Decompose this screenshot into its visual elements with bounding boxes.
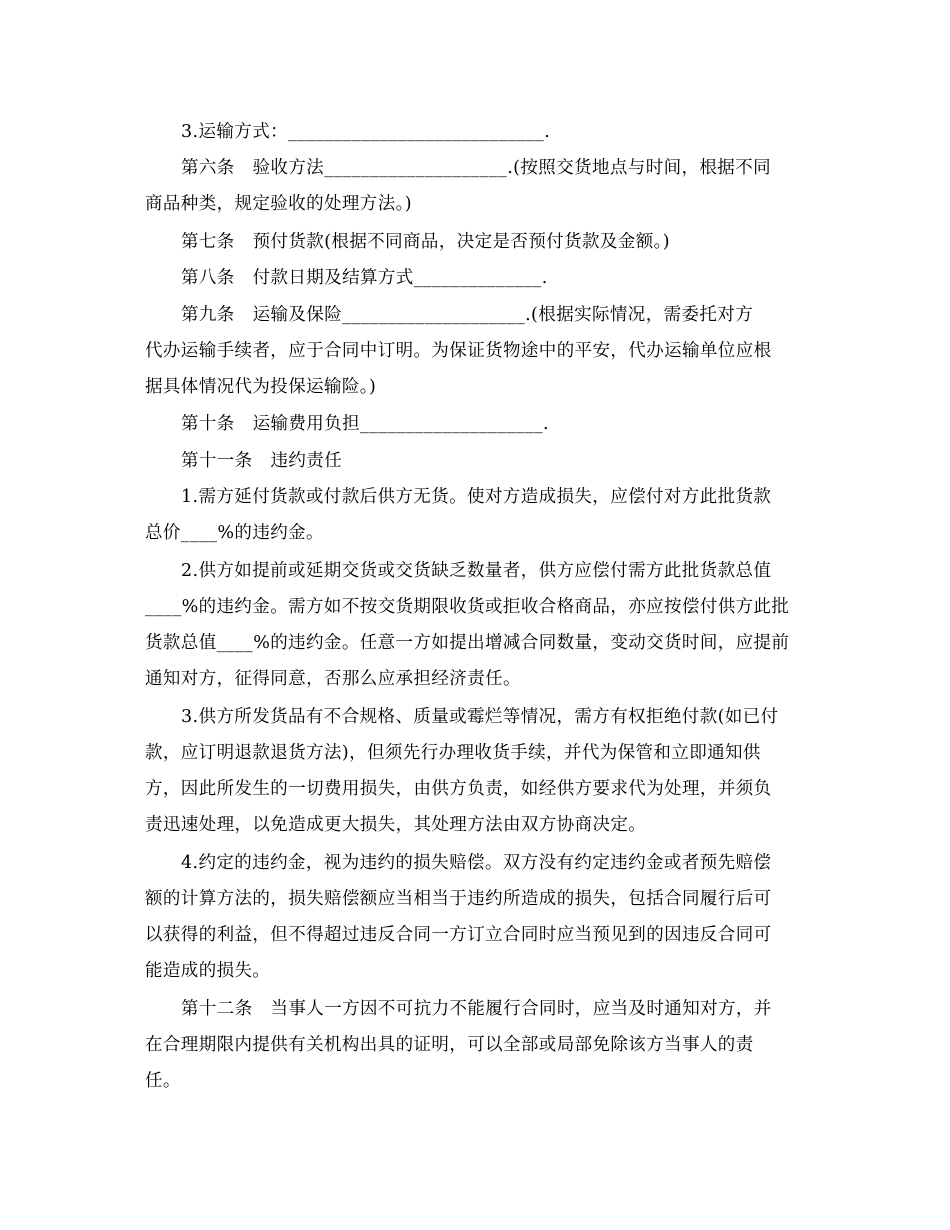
- article-6-line-1: 第六条 验收方法____________________.(按照交货地点与时间，根据不同: [181, 158, 771, 178]
- article-11-item-3-line-4: 责迅速处理，以免造成更大损失，其处理方法由双方协商决定。: [145, 815, 647, 835]
- article-11-item-4-line-3: 以获得的利益，但不得超过违反合同一方订立合同时应当预见到的因违反合同可: [145, 925, 772, 945]
- article-9-line-1: 第九条 运输及保险____________________.(根据实际情况，需委托对方: [181, 305, 754, 325]
- article-11-item-4-line-4: 能造成的损失。: [145, 961, 271, 981]
- article-11-item-4-line-2: 额的计算方法的，损失赔偿额应当相当于违约所造成的损失，包括合同履行后可: [145, 889, 772, 909]
- article-11-item-2-line-2: ____%的违约金。需方如不按交货期限收货或拒收合格商品，亦应按偿付供方此批: [145, 597, 790, 617]
- article-10: 第十条 运输费用负担____________________.: [181, 414, 549, 434]
- article-11-item-3-line-1: 3.供方所发货品有不合规格、质量或霉烂等情况，需方有权拒绝付款(如已付: [181, 707, 779, 727]
- article-7: 第七条 预付货款(根据不同商品，决定是否预付货款及金额。): [181, 232, 671, 252]
- article-11-item-2-line-3: 货款总值____%的违约金。任意一方如提出增减合同数量，变动交货时间，应提前: [145, 633, 790, 653]
- article-11-item-2-line-4: 通知对方，征得同意，否那么应承担经济责任。: [145, 669, 521, 689]
- article-11-item-1-line-2: 总价____%的违约金。: [145, 523, 324, 543]
- article-12-line-3: 任。: [145, 1071, 181, 1091]
- article-11-item-3-line-3: 方，因此所发生的一切费用损失，由供方负责，如经供方要求代为处理，并须负: [145, 779, 772, 799]
- clause-5-item-3: 3.运输方式：____________________________.: [181, 122, 551, 142]
- article-11-item-2-line-1: 2.供方如提前或延期交货或交货缺乏数量者，供方应偿付需方此批货款总值: [181, 561, 772, 581]
- article-11-heading: 第十一条 违约责任: [181, 451, 343, 471]
- article-9-line-3: 据具体情况代为投保运输险。): [145, 377, 377, 397]
- article-9-line-2: 代办运输手续者，应于合同中订明。为保证货物途中的平安，代办运输单位应根: [145, 341, 772, 361]
- article-11-item-3-line-2: 款，应订明退款退货方法)，但须先行办理收货手续，并代为保管和立即通知供: [145, 743, 761, 763]
- article-12-line-2: 在合理期限内提供有关机构出具的证明，可以全部或局部免除该方当事人的责: [145, 1035, 754, 1055]
- article-11-item-4-line-1: 4.约定的违约金，视为违约的损失赔偿。双方没有约定违约金或者预先赔偿: [181, 853, 772, 873]
- article-12-line-1: 第十二条 当事人一方因不可抗力不能履行合同时，应当及时通知对方，并: [181, 999, 772, 1019]
- article-8: 第八条 付款日期及结算方式______________.: [181, 268, 548, 288]
- article-11-item-1-line-1: 1.需方延付货款或付款后供方无货。使对方造成损失，应偿付对方此批货款: [181, 487, 772, 507]
- article-6-line-2: 商品种类，规定验收的处理方法。): [145, 194, 412, 214]
